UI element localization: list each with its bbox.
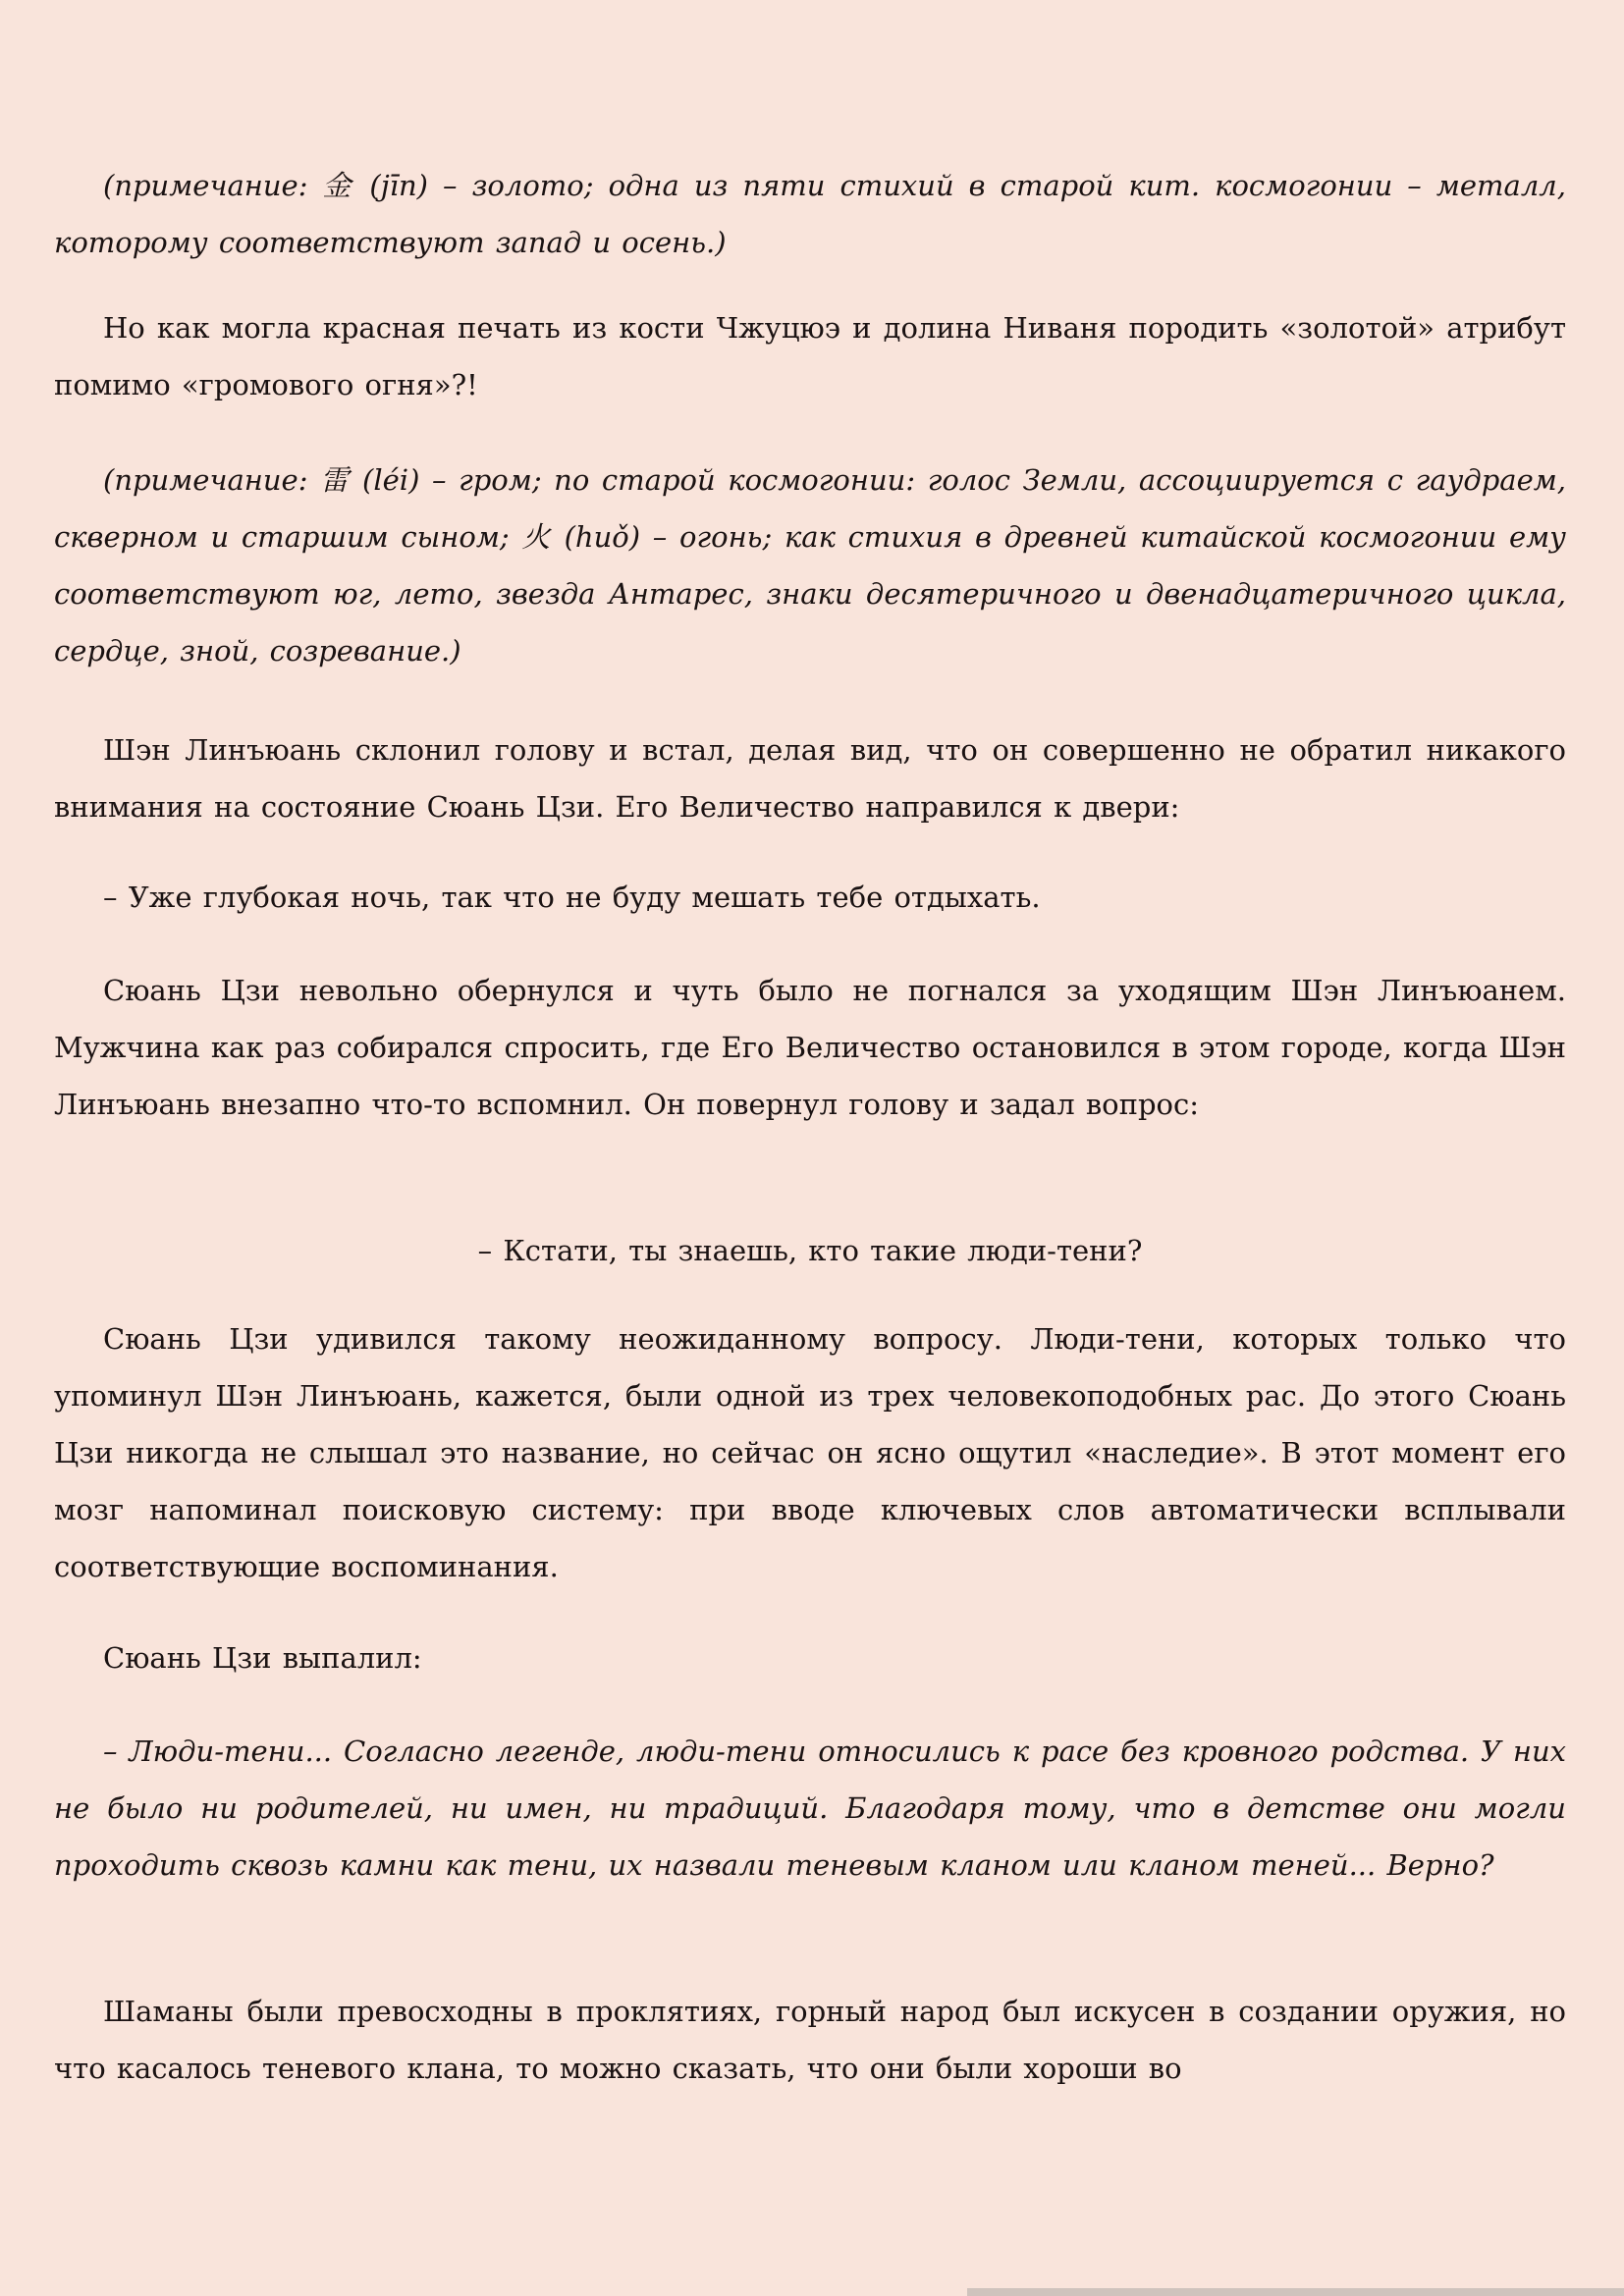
dialogue-late-night: – Уже глубокая ночь, так что не буду мешать тебе отдыхать. [103, 881, 1041, 914]
paragraph-xuan-surprised: Сюань Цзи удивился такому неожиданному вопросу. Люди-тени, которых только что упоминул Шэн Линъюань, кажется, были одной из трех человекоподобных рас. До этого Сюань Цзи никогда не слышал это название, но сейчас он ясно ощутил «наследие». В этот момент его мозг напоминал поисковую систему: при вводе ключевых слов автоматически всплывали соответствующие воспоминания. [54, 1322, 1566, 1583]
paragraph-xuan-blurts: Сюань Цзи выпалил: [103, 1641, 422, 1675]
horizontal-scrollbar[interactable] [967, 2288, 1624, 2296]
paragraph-shen-stands: Шэн Линъюань склонил голову и встал, делая вид, что он совершенно не обратил никакого внимания на состояние Сюань Цзи. Его Величество направился к двери: [54, 733, 1566, 824]
paragraph-shamans: Шаманы были превосходны в проклятиях, горный народ был искусен в создании оружия, но что касалось теневого клана, то можно сказать, что они были хороши во [54, 1995, 1566, 2085]
footnote-thunder-fire: (примечание: 雷 (léi) – гром; по старой космогонии: голос Земли, ассоциируется с гаудраем, скверном и старшим сыном; 火 (huǒ) – огонь; как стихия в древней китайской космогонии ему соответствуют юг, лето, звезда Антарес, знаки десятеричного и двенадцатеричного цикла, сердце, зной, созревание.) [54, 463, 1566, 667]
footnote-metal: (примечание: 金 (jīn) – золото; одна из пяти стихий в старой кит. космогонии – металл, которому соответствуют запад и осень.) [54, 169, 1566, 259]
dialogue-shadow-people: – Кстати, ты знаешь, кто такие люди-тени? [477, 1234, 1143, 1267]
paragraph-xuan-turns: Сюань Цзи невольно обернулся и чуть было не погнался за уходящим Шэн Линъюанем. Мужчина как раз собирался спросить, где Его Величество остановился в этом городе, когда Шэн Линъюань внезапно что-то вспомнил. Он повернул голову и задал вопрос: [54, 974, 1566, 1121]
paragraph-question: Но как могла красная печать из кости Чжуцюэ и долина Ниваня породить «золотой» атрибут помимо «громового огня»?! [54, 311, 1566, 401]
dialogue-shadow-legend: – Люди-тени... Согласно легенде, люди-тени относились к расе без кровного родства. У них не было ни родителей, ни имен, ни традиций. Благодаря тому, что в детстве они могли проходить сквозь камни как тени, их назвали теневым кланом или кланом теней... Верно? [54, 1735, 1566, 1882]
